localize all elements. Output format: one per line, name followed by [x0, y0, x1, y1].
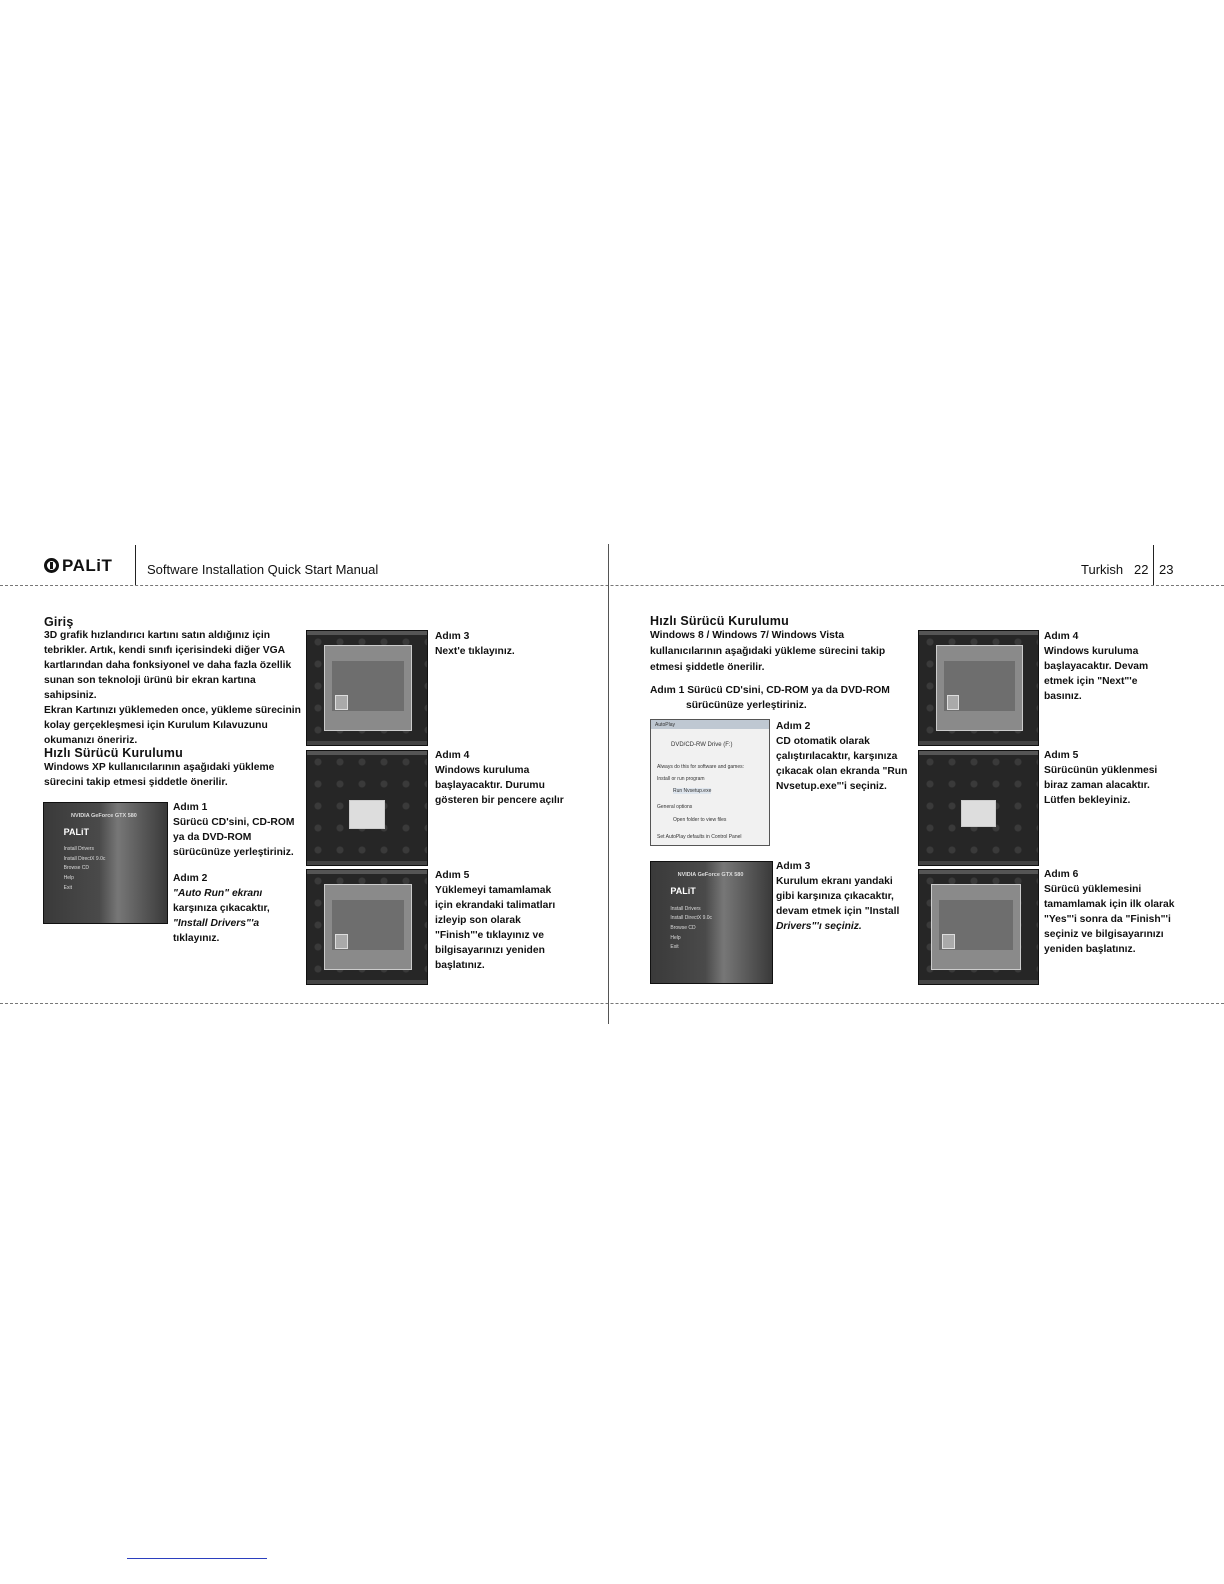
step4-screenshot: [306, 750, 428, 866]
quick-install-text: Windows XP kullanıcılarının aşağıdaki yükleme sürecini takip etmesi şiddetle önerilir.: [44, 762, 275, 788]
quick-install-heading: Hızlı Sürücü Kurulumu: [44, 746, 183, 760]
page-title: Software Installation Quick Start Manual: [147, 562, 379, 577]
autorun-item: Help: [670, 934, 681, 941]
right-step5-screenshot: [918, 750, 1039, 866]
right-intro-text: Windows 8 / Windows 7/ Windows Vista kullanıcılarının aşağıdaki yükleme sürecini takip etmesi şiddetle önerilir.: [650, 630, 886, 673]
right-step5: Adım 5 Sürücünün yüklenmesi biraz zaman alacaktır. Lütfen bekleyiniz.: [1044, 750, 1158, 806]
left-step3: Adım 3 Next'e tıklayınız.: [435, 631, 515, 657]
autorun-item: Help: [63, 875, 74, 881]
autorun-title: NVIDIA GeForce GTX 580: [71, 812, 137, 819]
right-step2: Adım 2 CD otomatik olarak çalıştırılacaktır, karşınıza çıkacak olan ekranda "Run Nvsetup.exe"'i seçiniz.: [776, 721, 908, 792]
autorun-item: Install DirectX 9.0c: [63, 855, 106, 862]
autoplay-line: Set AutoPlay defaults in Control Panel: [657, 834, 742, 840]
step3-screenshot: [306, 630, 428, 746]
autorun-item: Exit: [670, 944, 679, 951]
autorun-item: Browse CD: [63, 865, 89, 872]
intro-text: 3D grafik hızlandırıcı kartını satın aldığınız için tebrikler. Artık, kendi sınıfı içerisindeki diğer VGA kartlarından daha fonksiyonel ve daha fazla özellik sunan son teknoloji ürünü bir ekran kartına sahipsiniz. Ekran Kartınızı yüklemeden once, yükleme sürecinin kolay gerçekleşmesi için Kurulum Kılavuzunu okumanızı öneririz.: [44, 630, 301, 746]
autoplay-line: General options: [657, 804, 693, 810]
right-step3: Adım 3 Kurulum ekranı yandaki gibi karşınıza çıkacaktır, devam etmek için "Install Drivers"'ı seçiniz.: [776, 861, 900, 932]
right-step4-screenshot: [918, 630, 1039, 746]
right-heading: Hızlı Sürücü Kurulumu: [650, 614, 789, 628]
left-step4: Adım 4 Windows kuruluma başlayacaktır. Durumu gösteren bir pencere açılır: [435, 750, 564, 806]
autorun-logo: PALiT: [670, 886, 696, 897]
autorun-screenshot-right: [650, 861, 773, 984]
right-step6: Adım 6 Sürücü yüklemesini tamamlamak için ilk olarak "Yes"'i sonra da "Finish"'i seçiniz ve bilgisayarınızı yeniden başlatınız.: [1044, 869, 1175, 955]
autoplay-line: Run Nvsetup.exe: [673, 788, 712, 794]
autorun-screenshot: [43, 802, 168, 924]
autoplay-line: Open folder to view files: [673, 817, 727, 823]
autorun-logo: PALiT: [63, 827, 90, 837]
step5-screenshot: [306, 869, 428, 985]
header-divider-left: [135, 545, 136, 585]
autorun-item: Install Drivers: [670, 905, 701, 912]
autorun-title: NVIDIA GeForce GTX 580: [677, 871, 744, 878]
autoplay-title: AutoPlay: [655, 722, 676, 728]
right-step6-screenshot: [918, 869, 1039, 985]
header-rule: [0, 585, 1224, 586]
spine-line: [608, 544, 609, 1024]
autorun-item: Install Drivers: [63, 846, 94, 853]
language-label: Turkish: [1081, 562, 1124, 577]
autoplay-line: Always do this for software and games:: [657, 764, 744, 770]
autorun-item: Browse CD: [670, 924, 696, 931]
right-step1: Adım 1 Sürücü CD'sini, CD-ROM ya da DVD-ROM sürücünüze yerleştiriniz.: [650, 685, 890, 711]
bottom-link-underline: [127, 1558, 267, 1559]
left-step1: Adım 1 Sürücü CD'sini, CD-ROM ya da DVD-ROM sürücünüze yerleştiriniz.: [173, 802, 295, 858]
logo-text: PALiT: [62, 556, 113, 575]
palit-logo: [44, 556, 112, 576]
left-step5: Adım 5 Yüklemeyi tamamlamak için ekrandaki talimatları izleyip son olarak "Finish"'e tıklayınız ve bilgisayarınızı yeniden başlatınız.: [435, 870, 556, 971]
footer-rule: [0, 1003, 1224, 1004]
header-divider-right: [1153, 545, 1154, 585]
left-step2: Adım 2 "Auto Run" ekranı karşınıza çıkacaktır, "Install Drivers"'a tıklayınız.: [173, 873, 270, 944]
intro-heading: Giriş: [44, 615, 74, 629]
autoplay-line: Install or run program: [657, 776, 705, 782]
autorun-item: Exit: [63, 884, 73, 891]
page-number-left: 22: [1134, 562, 1149, 577]
palit-logo-icon: [44, 558, 59, 573]
autoplay-drive: DVD/CD-RW Drive (F:): [671, 742, 733, 748]
page-number-right: 23: [1159, 562, 1174, 577]
autorun-item: Install DirectX 9.0c: [670, 915, 713, 922]
right-step4: Adım 4 Windows kuruluma başlayacaktır. Devam etmek için "Next"'e basınız.: [1044, 631, 1149, 702]
autoplay-screenshot: [650, 719, 770, 846]
